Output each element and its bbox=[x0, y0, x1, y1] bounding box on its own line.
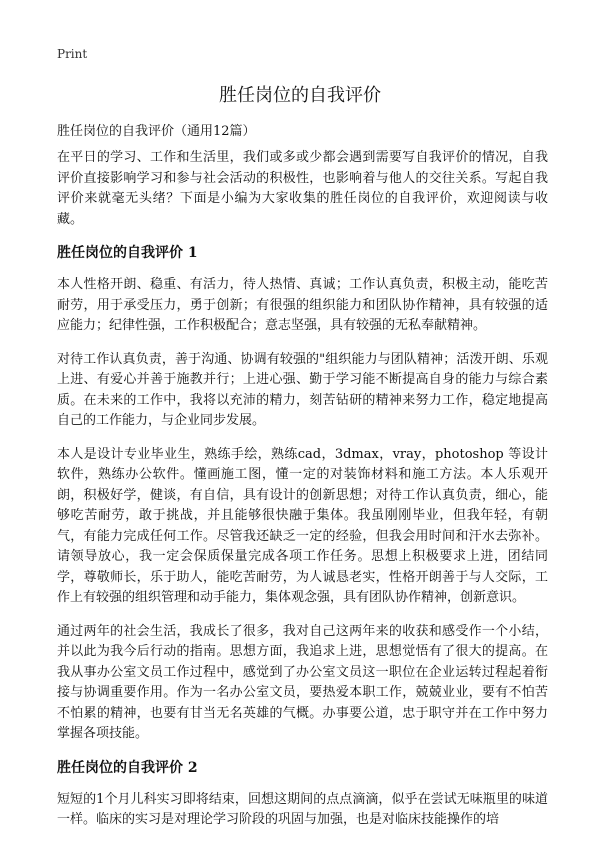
section-paragraph: 短短的1个月儿科实习即将结束，回想这期间的点点滴滴，似乎在尝试无味瓶里的味道一样。临床的实习是对理论学习阶段的巩固与加强，也是对临床技能操作的培 bbox=[57, 791, 548, 827]
intro-paragraph: 在平日的学习、工作和生活里，我们或多或少都会遇到需要写自我评价的情况，自我评价直接影响学习和参与社会活动的积极性，也影响着与他人的交往关系。写起自我评价来就毫无头绪？下面是小编为大家收集的胜任岗位的自我评价，欢迎阅读与收藏。 bbox=[57, 150, 548, 227]
document-body bbox=[57, 148, 548, 844]
document-subtitle: 胜任岗位的自我评价（通用12篇） bbox=[57, 124, 256, 139]
section-heading: 胜任岗位的自我评价 2 bbox=[57, 759, 198, 776]
section-paragraph: 通过两年的社会生活，我成长了很多，我对自己这两年来的收获和感受作一个小结，并以此为我今后行动的指南。思想方面，我追求上进，思想觉悟有了很大的提高。在我从事办公室文员工作过程中，感觉到了办公室文员这一职位在企业运转过程起着衔接与协调重要作用。作为一名办公室文员，要热爱本职工作，兢兢业业，要有不怕苦不怕累的精神，也要有甘当无名英雄的气概。办事要公道，忠于职守并在工作中努力掌握各项技能。 bbox=[57, 623, 548, 741]
section-paragraph: 本人是设计专业毕业生，熟练手绘，熟练cad，3dmax，vray，photoshop 等设计软件，熟练办公软件。懂画施工图，懂一定的对装饰材料和施工方法。本人乐观开朗，积极好学，健谈，有自信，具有设计的创新思想；对待工作认真负责，细心，能够吃苦耐劳，敢于挑战，并且能够很快融于集体。我虽刚刚毕业，但我年轻，有朝气，有能力完成任何工作。尽管我还缺乏一定的经验，但我会用时间和汗水去弥补。请领导放心，我一定会保质保量完成各项工作任务。思想上积极要求上进，团结同学，尊敬师长，乐于助人，能吃苦耐劳，为人诚恳老实，性格开朗善于与人交际，工作上有较强的组织管理和动手能力，集体观念强，具有团队协作精神，创新意识。 bbox=[57, 446, 548, 605]
section-paragraph: 本人性格开朗、稳重、有活力，待人热情、真诚；工作认真负责，积极主动，能吃苦耐劳，用于承受压力，勇于创新；有很强的组织能力和团队协作精神，具有较强的适应能力；纪律性强，工作积极配合；意志坚强，具有较强的无私奉献精神。 bbox=[57, 277, 548, 333]
document-title: 胜任岗位的自我评价 bbox=[219, 85, 381, 106]
section-heading: 胜任岗位的自我评价 1 bbox=[57, 245, 198, 261]
print-link[interactable]: Print bbox=[57, 47, 88, 61]
section-paragraph: 对待工作认真负责，善于沟通、协调有较强的"组织能力与团队精神；活泼开朗、乐观上进、有爱心并善于施教并行；上进心强、勤于学习能不断提高自身的能力与综合素质。在未来的工作中，我将以充沛的精力，刻苦钻研的精神来努力工作，稳定地提高自己的工作能力，与企业同步发展。 bbox=[57, 351, 548, 428]
